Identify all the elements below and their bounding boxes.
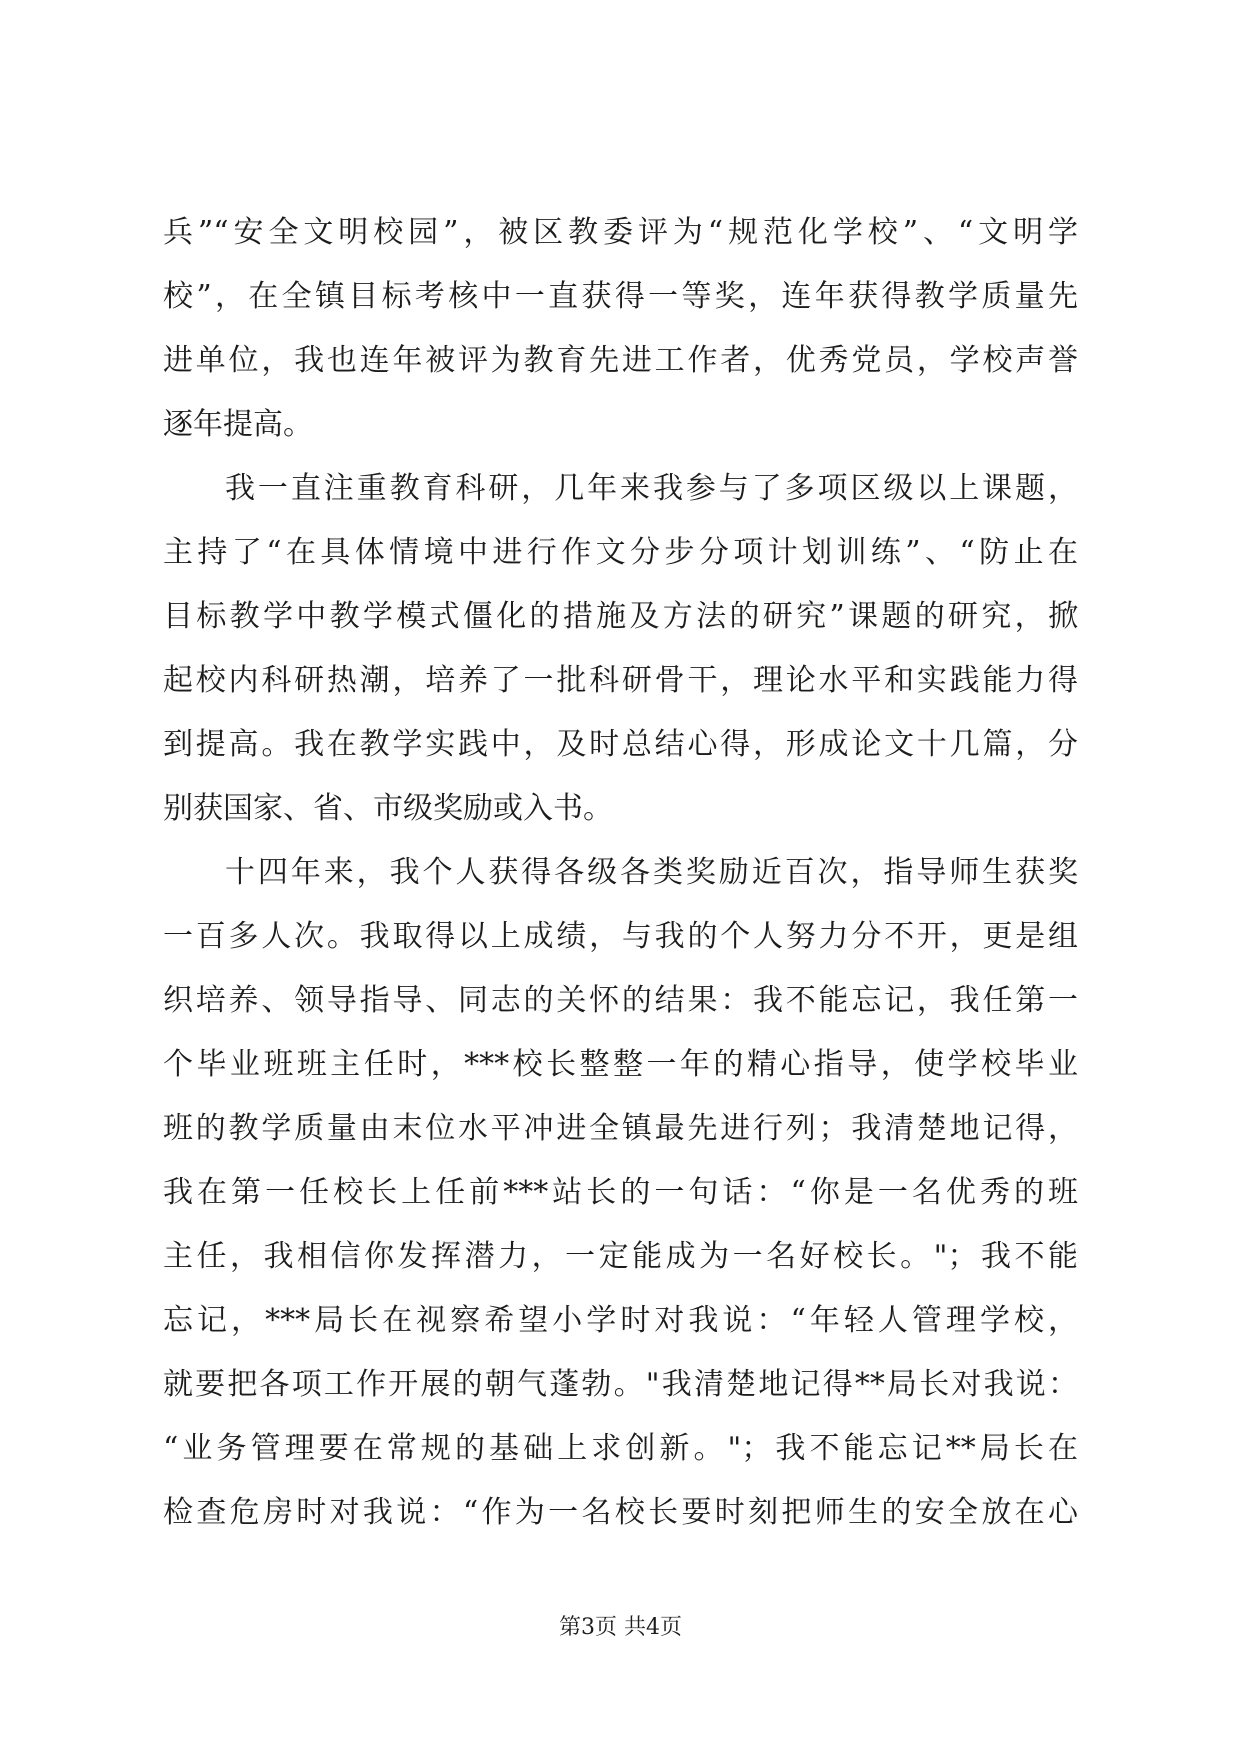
text-line: 主任，我相信你发挥潜力，一定能成为一名好校长。"；我不能 — [163, 1239, 1078, 1274]
text-line: 十四年来，我个人获得各级各类奖励近百次，指导师生获奖 — [225, 855, 1078, 890]
text-line: 检查危房时对我说：“作为一名校长要时刻把师生的安全放在心 — [163, 1495, 1078, 1530]
text-line: 织培养、领导指导、同志的关怀的结果：我不能忘记，我任第一 — [163, 983, 1078, 1018]
text-line: 进单位，我也连年被评为教育先进工作者，优秀党员，学校声誉 — [163, 343, 1078, 378]
page-footer: 第3页 共4页 — [559, 1615, 682, 1640]
text-line: 逐年提高。 — [163, 407, 313, 442]
text-line: 别获国家、省、市级奖励或入书。 — [163, 791, 613, 826]
text-line: 兵”“安全文明校园”，被区教委评为“规范化学校”、“文明学 — [163, 215, 1078, 250]
text-line: 我一直注重教育科研，几年来我参与了多项区级以上课题， — [225, 471, 1078, 506]
text-line: 主持了“在具体情境中进行作文分步分项计划训练”、“防止在 — [163, 535, 1078, 570]
text-line: 班的教学质量由末位水平冲进全镇最先进行列；我清楚地记得， — [163, 1111, 1078, 1146]
text-line: 个毕业班班主任时，***校长整整一年的精心指导，使学校毕业 — [163, 1047, 1078, 1082]
text-line: 一百多人次。我取得以上成绩，与我的个人努力分不开，更是组 — [163, 919, 1078, 954]
text-line: 忘记，***局长在视察希望小学时对我说：“年轻人管理学校， — [163, 1303, 1078, 1338]
text-line: 目标教学中教学模式僵化的措施及方法的研究”课题的研究，掀 — [163, 599, 1078, 634]
paragraph — [163, 841, 1078, 1545]
paragraph — [163, 201, 1078, 457]
text-line: “业务管理要在常规的基础上求创新。"；我不能忘记**局长在 — [163, 1431, 1078, 1466]
text-line: 我在第一任校长上任前***站长的一句话：“你是一名优秀的班 — [163, 1175, 1078, 1210]
text-line: 就要把各项工作开展的朝气蓬勃。"我清楚地记得**局长对我说： — [163, 1367, 1078, 1402]
text-line: 校”，在全镇目标考核中一直获得一等奖，连年获得教学质量先 — [163, 279, 1078, 314]
paragraph — [163, 457, 1078, 841]
text-line: 起校内科研热潮，培养了一批科研骨干，理论水平和实践能力得 — [163, 663, 1078, 698]
body-text — [163, 201, 1078, 1545]
text-line: 到提高。我在教学实践中，及时总结心得，形成论文十几篇，分 — [163, 727, 1078, 762]
